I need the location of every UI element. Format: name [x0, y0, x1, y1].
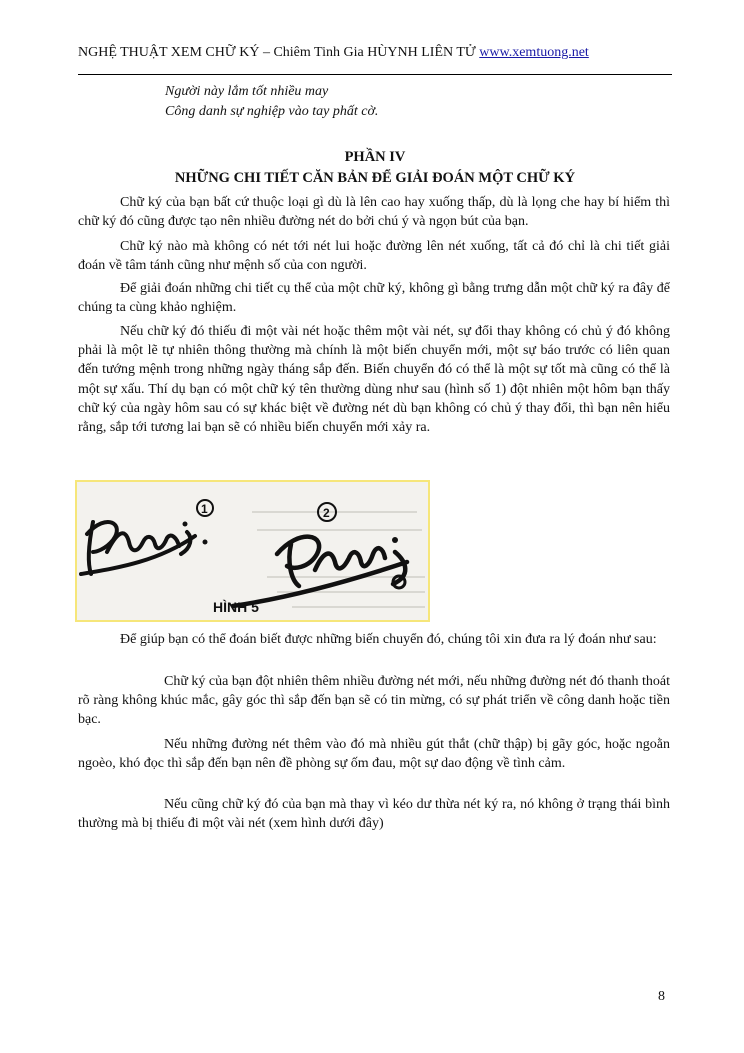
- paragraph-3: Để giải đoán những chi tiết cụ thể của một chữ ký, không gì bằng trưng dẫn một chữ ký ra đây để chúng ta cùng khảo nghiệm.: [78, 281, 670, 316]
- page-header: [78, 44, 672, 62]
- signature-figure: [75, 480, 430, 622]
- figure-label-2: 2: [323, 506, 330, 520]
- website-link[interactable]: www.xemtuong.net: [479, 45, 589, 60]
- paragraph-5: Để giúp bạn có thể đoán biết được những biến chuyển đó, chúng tôi xin đưa ra lý đoán như sau:: [120, 632, 657, 647]
- signature-drawing: [77, 482, 428, 620]
- paragraph-2: Chữ ký nào mà không có nét tới nét lui hoặc đường lên nét xuống, tất cả đó chỉ là chi tiết giải đoán về tâm tánh cũng như mệnh số của con người.: [78, 239, 670, 274]
- figure-caption: HÌNH 5: [213, 599, 259, 615]
- paragraph-4: Nếu chữ ký đó thiếu đi một vài nét hoặc thêm một vài nét, sự đổi thay không có chủ ý đó không phải là một lẽ tự nhiên thông thường mà chính là một biến chuyển mới, một sự báo trước có liên quan đến tướng mệnh trong những ngày tháng sắp đến. Biến chuyển đó có thể là một sự tốt mà cũng có thể là một sự xấu. Thí dụ bạn có một chữ ký tên thường dùng như sau (hình số 1) đột nhiên một hôm bạn thấy chữ ký của ngày hôm sau có sự khác biệt về đường nét dù bạn không có chủ ý thay đổi, thì bạn nên hiểu rằng, sắp tới tương lai bạn sẽ có nhiều biến chuyển mới xảy ra.: [78, 324, 670, 436]
- verse-line-1: Người này lắm tốt nhiều may: [165, 84, 329, 99]
- section-title: NHỮNG CHI TIẾT CĂN BẢN ĐỂ GIẢI ĐOÁN MỘT CHỮ KÝ: [174, 170, 576, 186]
- verse-line-2: Công danh sự nghiệp vào tay phất cờ.: [165, 104, 379, 119]
- paragraph-6: Chữ ký của bạn đột nhiên thêm nhiều đường nét mới, nếu những đường nét đó thanh thoát rõ ràng không khúc mắc, gây góc thì sắp đến bạn sẽ có tin mừng, có sự phát triển về công danh hoặc tiền bạc.: [78, 674, 670, 728]
- paragraph-1: Chữ ký của bạn bất cứ thuộc loại gì dù là lên cao hay xuống thấp, dù là lọng che hay bí hiểm thì chữ ký đó cũng được tạo nên nhiều đường nét do bởi chú ý và ngọn bút của bạn.: [78, 195, 670, 230]
- section-part: PHẦN IV: [344, 149, 406, 165]
- header-text: NGHỆ THUẬT XEM CHỮ KÝ – Chiêm Tinh Gia HÙYNH LIÊN TỬ: [78, 45, 480, 60]
- paragraph-8: Nếu cũng chữ ký đó của bạn mà thay vì kéo dư thừa nét ký ra, nó không ở trạng thái bình thường mà bị thiếu đi một vài nét (xem hình dưới đây): [78, 797, 670, 832]
- header-rule: [78, 74, 672, 75]
- paragraph-7: Nếu những đường nét thêm vào đó mà nhiều gút thắt (chữ thập) bị gãy góc, hoặc ngoằn ngoèo, khó đọc thì sắp đến bạn nên đề phòng sự ốm đau, một sự dao động về tình cảm.: [78, 737, 670, 772]
- page-number: 8: [658, 989, 665, 1004]
- figure-label-1: 1: [201, 502, 208, 516]
